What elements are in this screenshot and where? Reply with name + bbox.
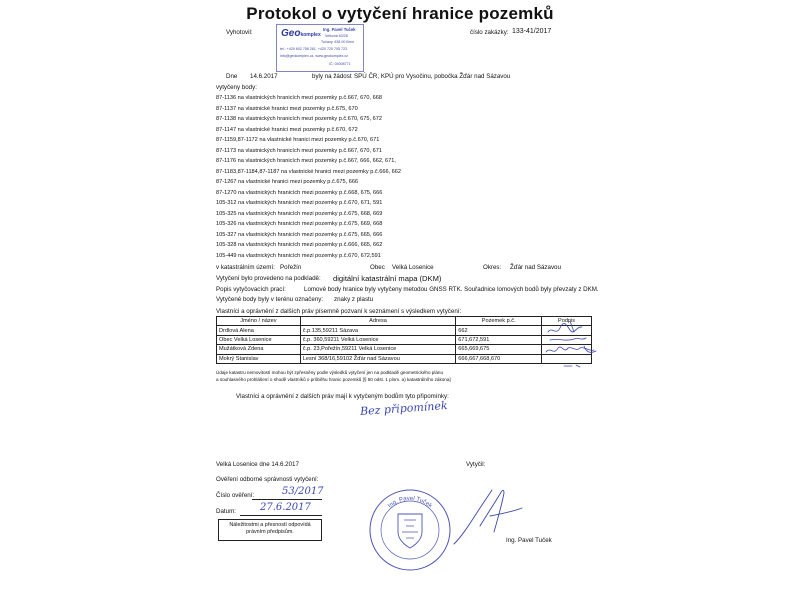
point-line: 87-1173 na vlastnických hranicích mezi pozemky p.č.667, 670, 671	[216, 147, 382, 154]
table-header: Adresa	[300, 317, 456, 326]
vyhotovil-label: Vyhotovil:	[226, 29, 253, 36]
owner-parcels: 665,669,675	[456, 345, 542, 354]
point-line: 105-328 na vlastnických hranicích mezi pozemky p.č.666, 665, 662	[216, 242, 383, 248]
table-header: Podpis	[542, 317, 592, 326]
point-line: 87-1136 na vlastnických hranicích mezi pozemky p.č.667, 670, 668	[216, 95, 382, 101]
cislo-overeni-line	[252, 499, 322, 500]
owner-name: Drdlová Alena	[217, 326, 301, 335]
table-header: Jméno / název	[217, 317, 301, 326]
stamp-line-5: IČ: 04008771	[329, 62, 351, 66]
okres-value: Žďár nad Sázavou	[510, 264, 561, 271]
stamp-line-4: info@geokomplex.cz, www.geokomplex.cz	[280, 54, 348, 58]
table-row	[217, 335, 592, 344]
note-box-line-2: právním předpisům.	[246, 529, 294, 535]
point-line: 105-327 na vlastnických hranicích mezi pozemky p.č.675, 665, 666	[216, 231, 383, 238]
owners-table	[216, 316, 592, 364]
cislo-zakazky-value: 133-41/2017	[512, 28, 552, 35]
owners-heading: Vlastníci a oprávnění z dalších práv písemně pozvaní k seznámení s výsledkem vytyčení:	[216, 308, 462, 315]
official-seal	[366, 486, 454, 574]
okres-label: Okres:	[483, 264, 502, 271]
point-line: 105-326 na vlastnických hranicích mezi pozemky p.č.675, 669, 668	[216, 221, 383, 227]
point-line: 87-1159,87-1172 na vlastnické hranici mezi pozemky p.č.670, 671	[216, 137, 380, 143]
vytyceny-label: vytyčeny body:	[216, 84, 257, 91]
owner-name: Mokrý Stanislav	[217, 354, 301, 363]
point-line: 87-1137 na vlastnické hranici mezi pozemky p.č.675, 670	[216, 105, 358, 112]
point-line: 105-312 na vlastnických hranicích mezi pozemky p.č.670, 671, 591	[216, 200, 383, 206]
objections-handwritten: Bez připomínek	[359, 398, 448, 419]
ku-label: v katastrálním území:	[216, 264, 275, 271]
page-title: Protokol o vytyčení hranice pozemků	[246, 4, 554, 23]
point-line: 87-1176 na vlastnických hranicích mezi pozemky p.č.667, 666, 662, 671,	[216, 158, 396, 164]
overeni-label: Ověření odborné správnosti vytyčení:	[216, 476, 319, 483]
point-line: 105-449 na vlastnických hranicích mezi pozemky p.č.670, 672,591	[216, 252, 381, 259]
legal-note-1: Údaje katastru nemovitostí mohou být zpřesněny podle výsledků vytyčení jen na podkladě geometrického plánu	[216, 370, 444, 375]
owner-address: č.p.135,59211 Sázava	[300, 326, 456, 335]
vytycil-label: Vytyčil:	[466, 461, 486, 468]
company-logo: Geokomplex	[281, 28, 321, 39]
seal-text: Ing. Pavel Tuček	[387, 495, 433, 510]
table-row	[217, 326, 592, 335]
cislo-overeni-handwritten: 53/2017	[282, 486, 324, 497]
oznaceni-value: znaky z plastu	[334, 296, 374, 303]
table-row	[217, 354, 592, 363]
signatory-name: Ing. Pavel Tuček	[506, 537, 552, 544]
owner-address: č.p. 23,Pořežín,59211 Velká Losenice	[300, 345, 456, 354]
point-line: 87-1267 na vlastnické hranici mezi pozemky p.č.675, 666	[216, 179, 359, 185]
stamp-name: Ing. Pavel Tuček	[323, 27, 356, 32]
cislo-zakazky-label: číslo zakázky:	[470, 29, 509, 36]
cislo-overeni-label: Číslo ověření:	[216, 492, 255, 499]
svg-text:Ing. Pavel Tuček	[387, 496, 434, 510]
place-date: Velká Losenice dne 14.6.2017	[216, 461, 299, 468]
objections-label: Vlastníci a oprávnění z dalších práv mají k vytyčeným bodům tyto připomínky:	[236, 393, 449, 400]
oznaceni-label: Vytyčené body byly v terénu označeny:	[216, 296, 324, 303]
point-line: 105-325 na vlastnických hranicích mezi pozemky p.č.675, 668, 669	[216, 210, 383, 217]
owner-name: Obec Velká Losenice	[217, 335, 301, 344]
requester: SPÚ ČR, KPÚ pro Vysočinu, pobočka Žďár nad Sázavou	[354, 73, 511, 80]
stamp-line-3: tel.: +420 602 758 261, +420 725 705 723	[280, 47, 347, 51]
datum-handwritten: 27.6.2017	[260, 502, 311, 513]
stamp-line-2: Tučany, 638 00 Brno	[321, 40, 354, 44]
popis-value: Lomové body hranice byly vytyčeny metodou GNSS RTK. Souřadnice lomových bodů byly převzaty z DKM.	[304, 286, 599, 293]
owner-parcels: 671,672,591	[456, 335, 542, 344]
owner-address: č.p. 360,59211 Velká Losenice	[300, 335, 456, 344]
obec-label: Obec	[370, 264, 385, 271]
point-line: 87-1183,87-1184,87-1187 na vlastnické hranici mezi pozemky p.č.666, 662	[216, 168, 402, 175]
table-header-row	[217, 317, 592, 326]
table-row	[217, 345, 592, 354]
owner-parcels: 666,667,668,670	[456, 354, 542, 363]
legal-note-2: a souhlasného prohlášení o shodě vlastníků o průběhu hranic pozemků [§ 50 odst. 1 písm. a) katastrálního zákona]	[216, 377, 451, 382]
intro-date: 14.6.2017	[250, 73, 278, 80]
table-header: Pozemek p.č.	[456, 317, 542, 326]
owner-name: Mužátková Zdena	[217, 345, 301, 354]
note-box-line-1: Náležitostmi a přesností odpovídá	[229, 522, 311, 528]
ku-value: Pořežín	[280, 264, 302, 271]
owner-address: Lesní 368/16,59102 Žďár nad Sázavou	[300, 354, 456, 363]
podklad-label: Vytyčení bylo provedeno na podkladě:	[216, 275, 321, 282]
point-line: 87-1147 na vlastnické hranici mezi pozemky p.č.670, 672	[216, 126, 358, 133]
seal-shield-icon	[398, 514, 422, 548]
company-stamp	[276, 24, 364, 72]
stamp-line-1: Velkoná 63/28	[325, 34, 348, 38]
datum-label: Datum:	[216, 508, 236, 515]
verification-note-box	[218, 519, 322, 541]
dne-label: Dne	[226, 73, 238, 80]
datum-line	[240, 515, 322, 516]
owner-parcels: 662	[456, 326, 542, 335]
point-line: 87-1270 na vlastnických hranicích mezi pozemky p.č.668, 675, 666	[216, 189, 383, 196]
request-label: byly na žádost	[312, 73, 352, 80]
owner-signatures-drawing	[540, 318, 610, 374]
obec-value: Velká Losenice	[392, 264, 434, 271]
popis-label: Popis vytyčovacích prací:	[216, 286, 286, 293]
point-line: 87-1138 na vlastnických hranicích mezi pozemky p.č.670, 675, 672	[216, 116, 382, 122]
podklad-value: digitální katastrální mapa (DKM)	[333, 274, 442, 283]
